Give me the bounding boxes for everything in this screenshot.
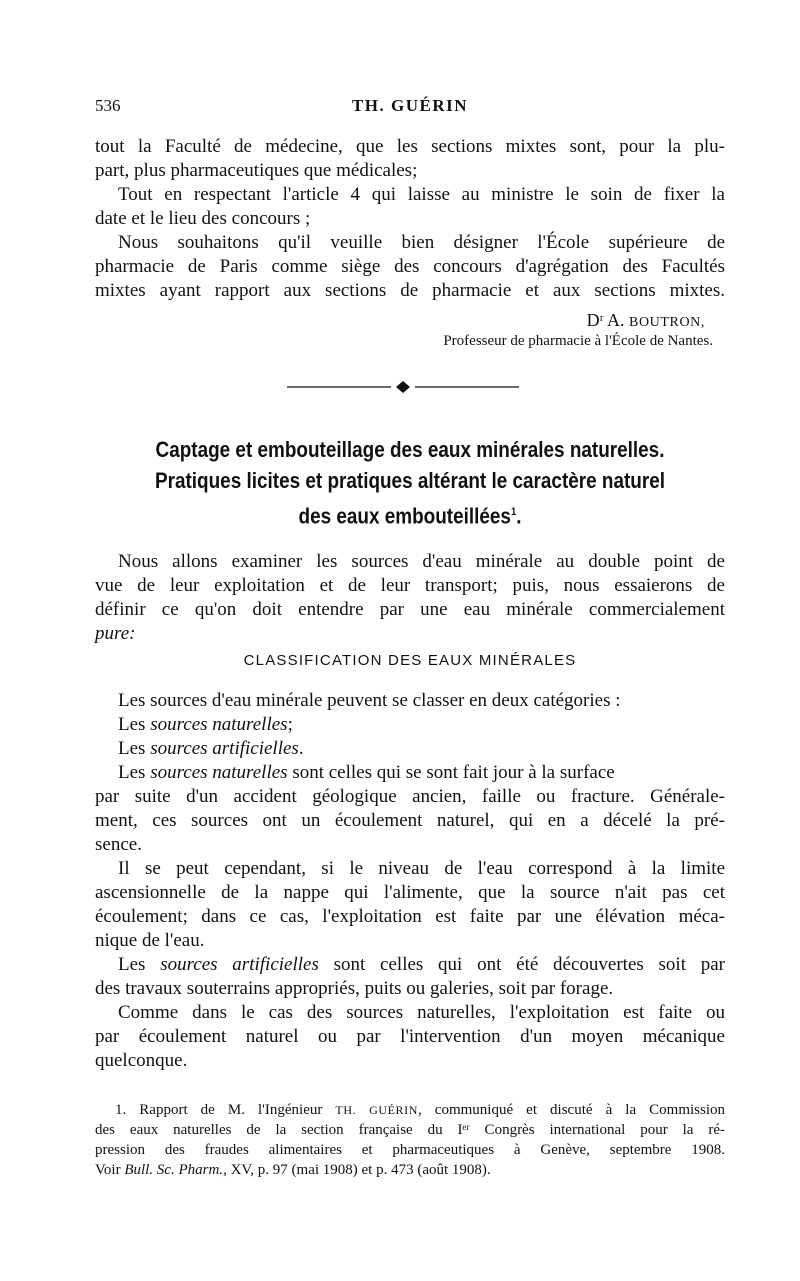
text-line: nique de l'eau.: [95, 930, 205, 951]
emphasis: sources naturelles: [150, 762, 288, 783]
text-line: Nous souhaitons qu'il veuille bien désigner l'École supérieure de: [118, 232, 725, 253]
text-span: , communiqué et discuté à la Commission: [418, 1102, 725, 1118]
text-span: sont celles qui se sont fait jour à la surface: [287, 762, 615, 783]
section-separator: [287, 380, 519, 394]
diamond-ornament-icon: [396, 381, 410, 393]
text-line: date et le lieu des concours ;: [95, 208, 311, 229]
text-line: ment, ces sources ont un écoulement naturel, qui en a décelé la pré-: [95, 810, 725, 831]
article-title-line: Captage et embouteillage des eaux minérales naturelles.: [155, 437, 665, 462]
text-line: Tout en respectant l'article 4 qui laisse au ministre le soin de fixer la: [118, 184, 725, 205]
text-line: Les sources d'eau minérale peuvent se classer en deux catégories :: [118, 690, 621, 711]
title-end: .: [516, 503, 522, 529]
text-line: ascensionnelle de la nappe qui l'alimente, que la source n'ait pas cet: [95, 882, 725, 903]
emphasis: sources artificielles: [160, 954, 319, 975]
author-name: TH. GUÉRIN: [335, 1103, 419, 1117]
text-line: [118, 761, 725, 787]
text-span: Les: [118, 762, 151, 783]
text-line: écoulement; dans ce cas, l'exploitation est faite par une élévation méca-: [95, 906, 725, 927]
article-title-line: Pratiques licites et pratiques altérant le caractère naturel: [154, 468, 666, 493]
signature-name: [587, 310, 705, 331]
text-span: Les: [118, 714, 151, 735]
footnote-line: [115, 1100, 725, 1120]
text-line: [95, 622, 725, 648]
text-line: quelconque.: [95, 1050, 188, 1071]
journal-title: Bull. Sc. Pharm.: [124, 1162, 224, 1178]
text-span: Les: [118, 954, 161, 975]
section-heading: CLASSIFICATION DES EAUX MINÉRALES: [243, 652, 577, 669]
text-line: Nous allons examiner les sources d'eau minérale au double point de: [118, 551, 725, 572]
emphasis: sources naturelles: [150, 714, 288, 735]
article-title-line: [139, 498, 681, 530]
title-text: des eaux embouteillées: [298, 503, 511, 529]
text-line: part, plus pharmaceutiques que médicales;: [95, 160, 418, 181]
footnote-line: pression des fraudes alimentaires et pharmaceutiques à Genève, septembre 1908.: [95, 1142, 725, 1158]
page-number: 536: [95, 96, 121, 115]
signature-title: Professeur de pharmacie à l'École de Nantes.: [443, 333, 713, 349]
text-line: pharmacie de Paris comme siège des concours d'agrégation des Facultés: [95, 256, 725, 277]
text-line: par suite d'un accident géologique ancien, faille ou fracture. Générale-: [95, 786, 725, 807]
running-head: TH. GUÉRIN: [351, 96, 469, 115]
text-span: 1. Rapport de M. l'Ingénieur: [115, 1102, 336, 1118]
text-line: des travaux souterrains appropriés, puits ou galeries, soit par forage.: [95, 978, 614, 999]
text-span: sont celles qui ont été découvertes soit par: [318, 954, 726, 975]
text-line: définir ce qu'on doit entendre par une eau minérale commercialement: [95, 599, 725, 620]
text-line: mixtes ayant rapport aux sections de pharmacie et aux sections mixtes.: [95, 280, 725, 301]
text-span: ;: [287, 714, 293, 735]
text-line: Il se peut cependant, si le niveau de l'eau correspond à la limite: [118, 858, 725, 879]
text-line: Comme dans le cas des sources naturelles, l'exploitation est faite ou: [118, 1002, 725, 1023]
signature-prefix: Dʳ A.: [586, 310, 630, 330]
signature-surname: BOUTRON,: [629, 315, 705, 330]
emphasis: pure:: [95, 623, 136, 644]
text-span: Les: [118, 738, 151, 759]
text-line: [118, 737, 725, 763]
page-header: [95, 96, 725, 122]
text-line: tout la Faculté de médecine, que les sections mixtes sont, pour la plu-: [95, 136, 725, 157]
text-span: , XV, p. 97 (mai 1908) et p. 473 (août 1908).: [223, 1162, 491, 1178]
footnote-marker: 1: [510, 506, 517, 518]
text-line: par écoulement naturel ou par l'intervention d'un moyen mécanique: [95, 1026, 725, 1047]
text-span: .: [298, 738, 304, 759]
text-line: [118, 713, 725, 739]
footnote-line: [95, 1160, 725, 1180]
text-line: vue de leur exploitation et de leur transport; puis, nous essaierons de: [95, 575, 725, 596]
text-span: Voir: [95, 1162, 125, 1178]
footnote-line: des eaux naturelles de la section française du Iᵉʳ Congrès international pour la ré-: [95, 1122, 725, 1138]
emphasis: sources artificielles: [150, 738, 299, 759]
text-line: sence.: [95, 834, 142, 855]
text-line: [118, 953, 725, 979]
